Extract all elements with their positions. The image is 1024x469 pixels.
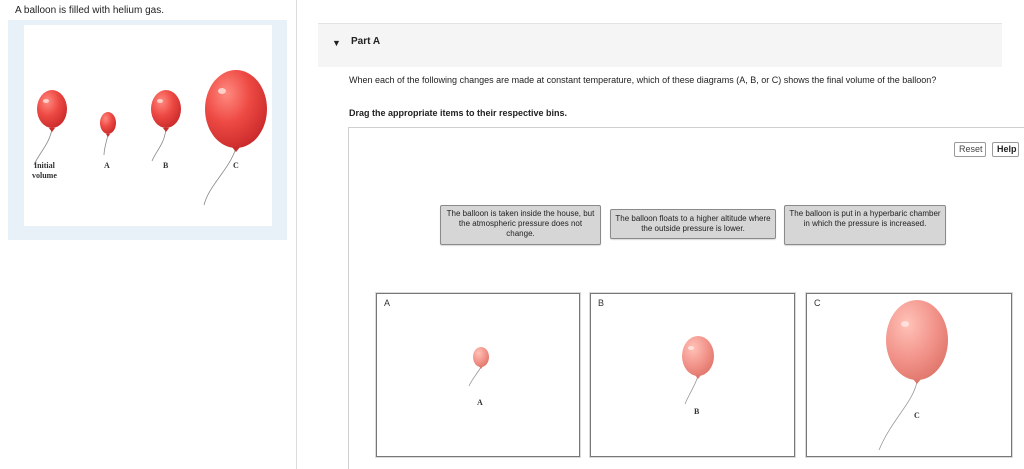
initial-volume-label — [32, 161, 57, 181]
bin-c-balloon-icon — [807, 294, 1013, 458]
help-button[interactable]: Help — [992, 142, 1019, 157]
problem-statement: A balloon is filled with helium gas. — [15, 5, 164, 16]
instruction-text: Drag the appropriate items to their respective bins. — [349, 108, 568, 118]
part-a-header[interactable] — [318, 23, 1002, 67]
bin-a[interactable] — [376, 293, 580, 457]
label-b: B — [163, 161, 169, 170]
bin-b-balloon-icon — [591, 294, 796, 458]
label-c: C — [233, 161, 239, 170]
bin-b-label: B — [598, 298, 605, 308]
balloon-figure — [8, 20, 287, 240]
initial-balloon — [34, 90, 67, 165]
drag-item-altitude[interactable]: The balloon floats to a higher altitude where the outside pressure is lower. — [610, 209, 776, 239]
bin-a-label: A — [384, 298, 391, 308]
bin-c[interactable] — [806, 293, 1012, 457]
figure-canvas — [24, 25, 272, 226]
reset-button[interactable]: Reset — [954, 142, 986, 157]
balloon-b — [151, 90, 181, 161]
initial-label-line2: volume — [32, 171, 57, 180]
part-title: Part A — [351, 36, 381, 47]
problem-panel — [0, 0, 297, 469]
bin-b-balloon-label: B — [694, 407, 700, 416]
bin-a-balloon-label: A — [477, 398, 483, 407]
initial-label-line1: Initial — [33, 161, 55, 170]
bin-a-balloon-icon — [377, 294, 581, 458]
question-text: When each of the following changes are made at constant temperature, which of these diagrams (A, B, or C) shows the final volume of the balloon? — [349, 75, 937, 85]
drag-item-house[interactable]: The balloon is taken inside the house, but the atmospheric pressure does not change. — [440, 205, 601, 245]
collapse-caret-icon[interactable]: ▼ — [332, 38, 341, 48]
bin-c-label: C — [814, 298, 821, 308]
bin-c-balloon-label: C — [914, 411, 920, 420]
balloon-c — [204, 70, 267, 205]
drag-item-hyperbaric[interactable]: The balloon is put in a hyperbaric chamber in which the pressure is increased. — [784, 205, 946, 245]
label-a: A — [104, 161, 110, 170]
balloon-a — [100, 112, 116, 155]
balloon-figure-drawing — [24, 25, 272, 226]
bin-b[interactable] — [590, 293, 795, 457]
